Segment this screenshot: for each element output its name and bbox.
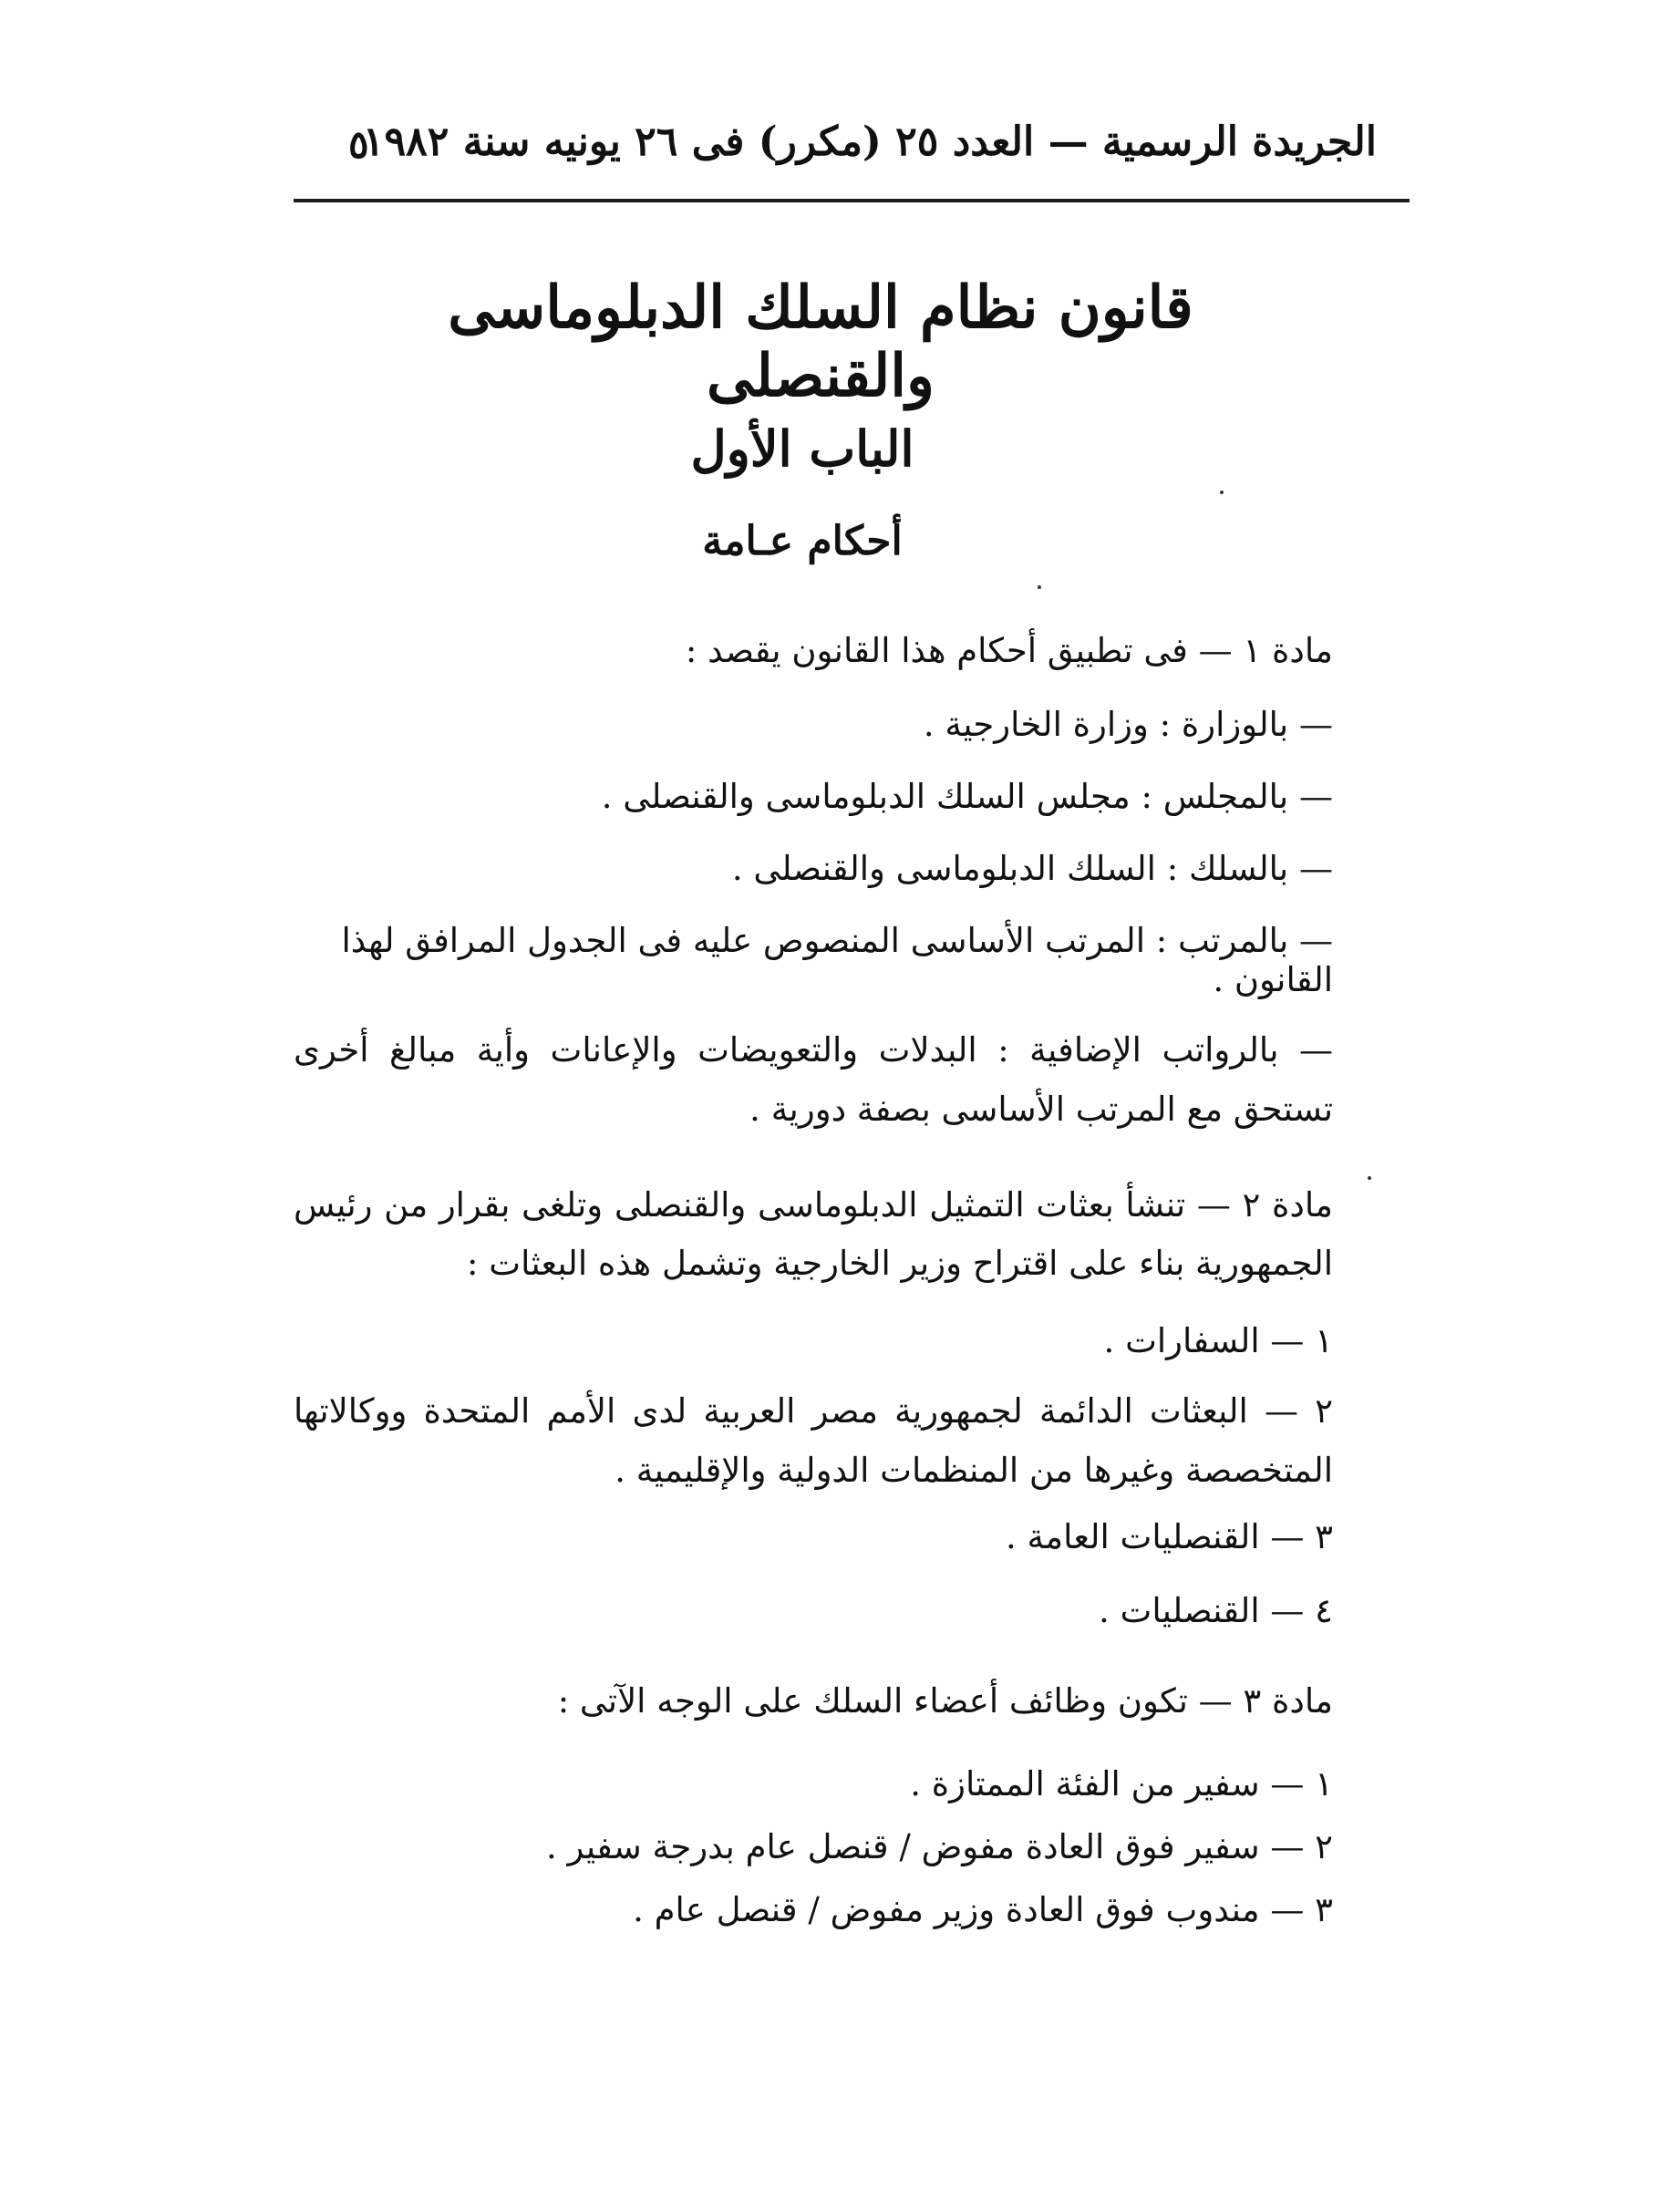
article-2-item-consulates: ٤ — القنصليات .: [1099, 1590, 1333, 1630]
header-rule: [294, 199, 1410, 202]
definition-ministry: — بالوزارة : وزارة الخارجية .: [923, 705, 1333, 744]
definition-salary: — بالمرتب : المرتب الأساسى المنصوص عليه فى الجدول المرافق لهذا القانون .: [341, 921, 1333, 999]
section-title: أحكام عـامة: [702, 518, 903, 564]
scan-speck: [1038, 585, 1041, 589]
gazette-header: [292, 119, 1377, 182]
article-3-item-ambassador-extraordinary: ٢ — سفير فوق العادة مفوض / قنصل عام بدرجة سفير .: [545, 1826, 1333, 1866]
scan-speck: [1368, 1176, 1371, 1180]
law-body: [294, 611, 1420, 1929]
article-3-item-envoy-extraordinary: ٣ — مندوب فوق العادة وزير مفوض / قنصل عام .: [633, 1889, 1333, 1929]
law-title: قانون نظام السلك الدبلوماسى والقنصلى: [448, 274, 1193, 410]
article-3-item-ambassador-excellence: ١ — سفير من الفئة الممتازة .: [910, 1763, 1333, 1804]
article-2-item-embassies: ١ — السفارات .: [1103, 1321, 1333, 1360]
definition-council: — بالمجلس : مجلس السلك الدبلوماسى والقنصلى .: [601, 777, 1333, 816]
article-1-intro: مادة ١ — فى تطبيق أحكام هذا القانون يقصد :: [685, 631, 1333, 670]
page-number: ٥: [348, 122, 369, 167]
article-2-item-permanent-missions: ٢ — البعثات الدائمة لجمهورية مصر العربية لدى الأمم المتحدة ووكالاتها المتخصصة وغيرها من المنظمات الدولية والإقليمية .: [294, 1391, 1333, 1490]
gazette-header-title: الجريدة الرسمية — العدد ٢٥ (مكرر) فى ٢٦ يونيه سنة ١٩٨٢: [362, 119, 1377, 165]
chapter-title: الباب الأول: [690, 419, 914, 478]
article-2-item-consulates-general: ٣ — القنصليات العامة .: [1005, 1516, 1333, 1556]
article-3-intro: مادة ٣ — تكون وظائف أعضاء السلك على الوجه الآتى :: [557, 1680, 1333, 1721]
definition-additional-pay: — بالرواتب الإضافية : البدلات والتعويضات والإعانات وأية مبالغ أخرى تستحق مع المرتب الأساسى بصفة دورية .: [294, 1030, 1333, 1129]
article-2-intro: مادة ٢ — تنشأ بعثات التمثيل الدبلوماسى والقنصلى وتلغى بقرار من رئيس الجمهورية بناء على اقتراح وزير الخارجية وتشمل هذه البعثات :: [294, 1184, 1333, 1284]
scan-speck: [1220, 491, 1224, 494]
definition-corps: — بالسلك : السلك الدبلوماسى والقنصلى .: [731, 849, 1333, 888]
